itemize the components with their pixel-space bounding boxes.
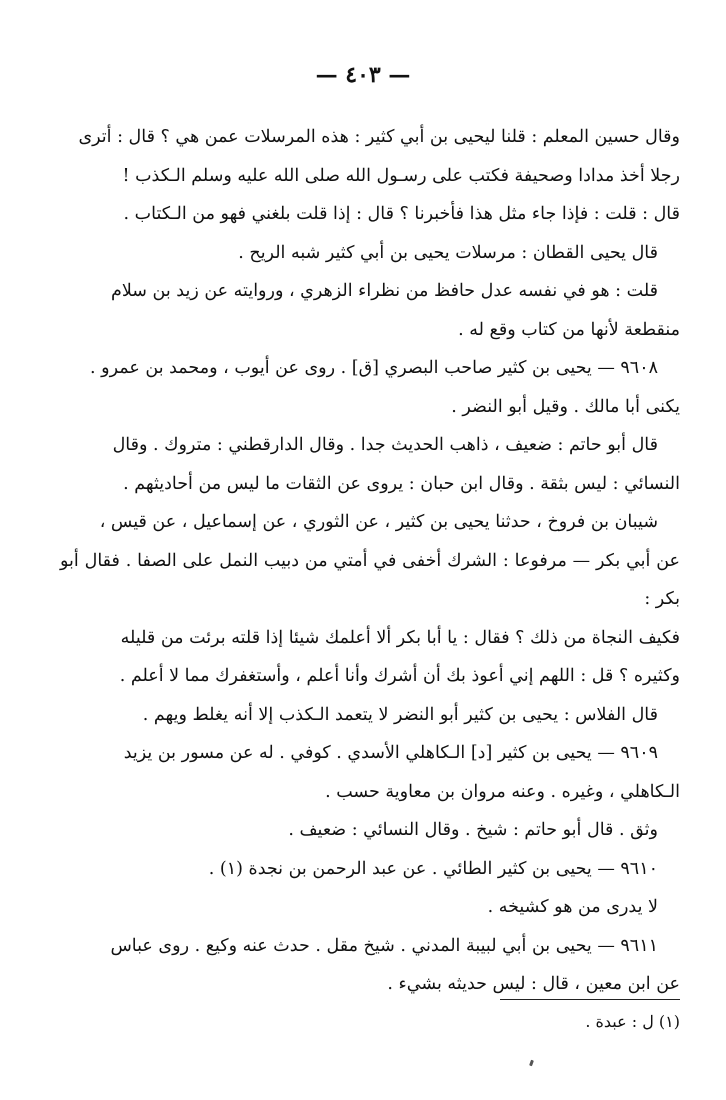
text-line: رجلا أخذ مدادا وصحيفة فكتب على رسـول الله صلى الله عليه وسلم الـكذب ! [122,165,680,186]
page-number: — ٤٠٣ — [315,62,411,88]
entry-9608: ٩٦٠٨ — يحيى بن كثير صاحب البصري [ق] . روى عن أيوب ، ومحمد بن عمرو . [90,358,658,378]
text-line: وقال حسين المعلم : قلنا ليحيى بن أبي كثير : هذه المرسلات عمن هي ؟ قال : أترى [78,127,680,147]
text-line: النسائي : ليس بثقة . وقال ابن حبان : يروى عن الثقات ما ليس من أحاديثهم . [123,473,680,494]
text-line: فكيف النجاة من ذلك ؟ فقال : يا أبا بكر ألا أعلمك شيئا إذا قلته برئت من قليله [120,627,680,648]
footnote: (١) ل : عبدة . [585,1012,680,1031]
text-line: لا يدرى من هو كشيخه . [487,897,658,917]
footnote-rule [500,999,680,1000]
entry-9609: ٩٦٠٩ — يحيى بن كثير [د] الـكاهلي الأسدي . كوفي . له عن مسور بن يزيد [123,743,658,763]
text-line: قال الفلاس : يحيى بن كثير أبو النضر لا يتعمد الـكذب إلا أنه يغلط ويهم . [142,704,658,725]
text-line: الـكاهلي ، وغيره . وعنه مروان بن معاوية حسب . [325,781,680,802]
text-line: شيبان بن فروخ ، حدثنا يحيى بن كثير ، عن الثوري ، عن إسماعيل ، عن قيس ، [99,512,658,532]
paper-speck [529,1060,534,1067]
entry-9611: ٩٦١١ — يحيى بن أبي لبيبة المدني . شيخ مقل . حدث عنه وكيع . روى عباس [110,935,658,956]
text-line: وكثيره ؟ قل : اللهم إني أعوذ بك أن أشرك وأنا أعلم ، وأستغفرك مما لا أعلم . [119,666,680,686]
text-line: عن ابن معين ، قال : ليس حديثه بشيء . [387,974,680,994]
text-line: منقطعة لأنها من كتاب وقع له . [458,319,680,340]
text-line: قال يحيى القطان : مرسلات يحيى بن أبي كثير شبه الريح . [238,242,658,263]
text-line: قال أبو حاتم : ضعيف ، ذاهب الحديث جدا . وقال الدارقطني : متروك . وقال [112,435,658,455]
entry-9610: ٩٦١٠ — يحيى بن كثير الطائي . عن عبد الرحمن بن نجدة (١) . [208,858,658,879]
text-line: قلت : هو في نفسه عدل حافظ من نظراء الزهري ، وروايته عن زيد بن سلام [111,281,658,301]
body-text [60,118,680,1004]
text-line: يكنى أبا مالك . وقيل أبو النضر . [451,396,680,417]
text-line: وثق . قال أبو حاتم : شيخ . وقال النسائي : ضعيف . [288,820,658,840]
text-line: عن أبي بكر — مرفوعا : الشرك أخفى في أمتي من دبيب النمل على الصفا . فقال أبو بكر : [60,550,680,609]
text-line: قال : قلت : فإذا جاء مثل هذا فأخبرنا ؟ قال : إذا قلت بلغني فهو من الـكتاب . [123,204,680,224]
